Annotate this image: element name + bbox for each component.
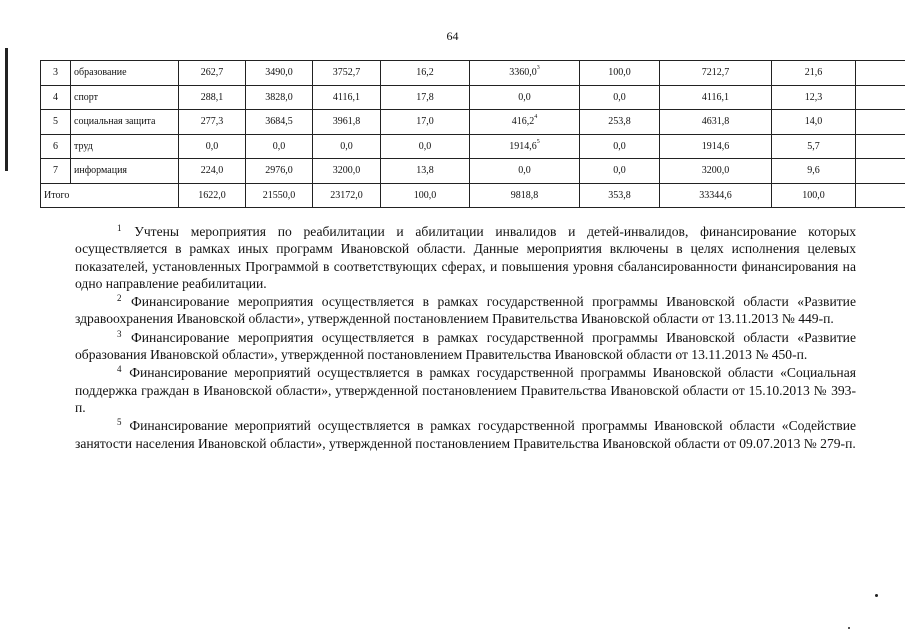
cell-col7: 7212,7 (660, 61, 772, 86)
cell-col1: 277,3 (179, 110, 246, 135)
cell-col5 (470, 61, 580, 86)
cell-col6: 100,0 (580, 61, 660, 86)
row-category: труд (71, 134, 179, 159)
cell-col8: 14,0 (772, 110, 856, 135)
row-category: образование (71, 61, 179, 86)
cell-col6: 0,0 (580, 159, 660, 184)
scan-binding-mark (5, 48, 8, 171)
cell-col5-value: 416,2 (511, 116, 535, 128)
cell-col4: 0,0 (381, 134, 470, 159)
table-row (41, 61, 905, 86)
table-row (41, 85, 905, 110)
row-index: 5 (41, 110, 71, 135)
total-col1: 1622,0 (179, 183, 246, 208)
footnote-text: Финансирование мероприятия осуществляется в рамках государственной программы Ивановской области «Развитие образования Ивановской области», утвержденной постановлением Правительства Ивановской области от 13.11.2013 № 450-п. (75, 329, 856, 363)
cell-col5 (470, 134, 580, 159)
cell-col6: 0,0 (580, 85, 660, 110)
budget-table (40, 60, 905, 208)
cell-col7: 3200,0 (660, 159, 772, 184)
cell-col7: 1914,6 (660, 134, 772, 159)
cell-col3: 3961,8 (313, 110, 381, 135)
footnote-text: Финансирование мероприятия осуществляется в рамках государственной программы Ивановской области «Развитие здравоохранения Ивановской области», утвержденной постановлением Правительства Ивановской области от 13.11.2013 № 449-п. (75, 294, 856, 327)
cell-col6: 0,0 (580, 134, 660, 159)
footnote-text: Финансирование мероприятий осуществляется в рамках государственной программы Ивановской области «Социальная поддержка граждан в Ивановской области», утвержденной постановлением Правительства Ивановской области от 15.10.2013 № 393-п. (75, 365, 856, 415)
table-body (41, 61, 905, 208)
cell-col3: 4116,1 (313, 85, 381, 110)
footnote-text: Учтены мероприятия по реабилитации и абилитации инвалидов и детей-инвалидов, финансирование которых осуществляется в рамках иных программ Ивановской области. Данные мероприятия включены в целях исполнения целевых показателей, установленных Программой в соответствующих сферах, и повышения уровня сбалансированности финансирования на одно направление реабилитации. (75, 224, 856, 291)
row-index: 7 (41, 159, 71, 184)
cell-col8: 21,6 (772, 61, 856, 86)
table-row (41, 159, 905, 184)
cell-col1: 262,7 (179, 61, 246, 86)
total-label: Итого (41, 183, 179, 208)
footnote-ref: 4 (534, 114, 538, 121)
cell-col6: 253,8 (580, 110, 660, 135)
cell-empty (856, 134, 905, 159)
cell-col3: 3752,7 (313, 61, 381, 86)
footnote-ref: 5 (536, 138, 540, 145)
cell-col7: 4631,8 (660, 110, 772, 135)
cell-empty (856, 61, 905, 86)
footnote-text: Финансирование мероприятий осуществляется в рамках государственной программы Ивановской области «Содействие занятости населения Ивановской области», утвержденной постановлением Правительства Ивановской области от 09.07.2013 № 279-п. (75, 418, 856, 451)
footnote-mark: 3 (117, 328, 122, 339)
page-number: 64 (446, 29, 459, 43)
footnote-mark: 1 (117, 223, 122, 233)
footnotes (75, 223, 856, 452)
cell-col2: 3828,0 (246, 85, 313, 110)
footnote (75, 329, 856, 364)
total-col4: 100,0 (381, 183, 470, 208)
cell-col2: 3684,5 (246, 110, 313, 135)
total-col8: 100,0 (772, 183, 856, 208)
row-index: 4 (41, 85, 71, 110)
footnote (75, 293, 856, 328)
cell-col7: 4116,1 (660, 85, 772, 110)
cell-col8: 5,7 (772, 134, 856, 159)
table-total-row (41, 183, 905, 208)
table-row (41, 134, 905, 159)
scan-binding-mark (6, 118, 8, 142)
row-index: 3 (41, 61, 71, 86)
cell-col1: 288,1 (179, 85, 246, 110)
row-category: социальная защита (71, 110, 179, 135)
cell-col5 (470, 110, 580, 135)
cell-empty (856, 183, 905, 208)
cell-col2: 2976,0 (246, 159, 313, 184)
scan-speck (848, 627, 850, 629)
cell-empty (856, 110, 905, 135)
cell-col4: 17,8 (381, 85, 470, 110)
total-col3: 23172,0 (313, 183, 381, 208)
cell-col1: 0,0 (179, 134, 246, 159)
table-row (41, 110, 905, 135)
row-category: спорт (71, 85, 179, 110)
cell-col1: 224,0 (179, 159, 246, 184)
cell-col3: 0,0 (313, 134, 381, 159)
footnote (75, 223, 856, 292)
row-index: 6 (41, 134, 71, 159)
cell-col2: 0,0 (246, 134, 313, 159)
cell-col5-value: 3360,0 (509, 67, 537, 79)
cell-col5 (470, 159, 580, 184)
footnote (75, 417, 856, 452)
cell-col3: 3200,0 (313, 159, 381, 184)
total-col7: 33344,6 (660, 183, 772, 208)
cell-col4: 13,8 (381, 159, 470, 184)
cell-col5 (470, 85, 580, 110)
cell-empty (856, 159, 905, 184)
total-col2: 21550,0 (246, 183, 313, 208)
footnote-mark: 5 (117, 417, 122, 428)
scan-speck (875, 594, 878, 597)
cell-col5-value: 1914,6 (509, 140, 537, 152)
total-col5: 9818,8 (470, 183, 580, 208)
row-category: информация (71, 159, 179, 184)
footnote-ref: 3 (536, 65, 540, 72)
cell-col2: 3490,0 (246, 61, 313, 86)
footnote (75, 364, 856, 416)
cell-col8: 9,6 (772, 159, 856, 184)
cell-col5-value: 0,0 (518, 165, 531, 177)
cell-col8: 12,3 (772, 85, 856, 110)
cell-empty (856, 85, 905, 110)
footnote-mark: 2 (117, 293, 122, 304)
total-col6: 353,8 (580, 183, 660, 208)
cell-col4: 17,0 (381, 110, 470, 135)
cell-col5-value: 0,0 (518, 91, 531, 103)
footnote-mark: 4 (117, 364, 122, 375)
cell-col4: 16,2 (381, 61, 470, 86)
